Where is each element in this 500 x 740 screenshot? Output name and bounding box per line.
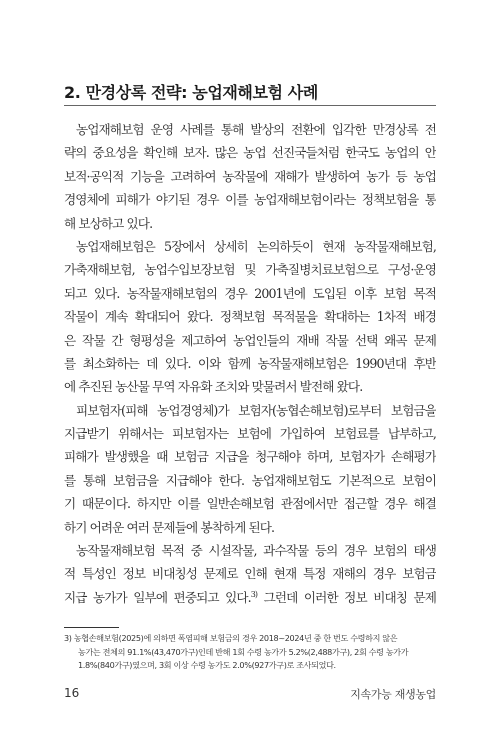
paragraph-3 — [64, 399, 436, 539]
footnote-line: 3) 농협손해보험(2025)에 의하면 폭염피해 보험금의 경우 2018~2024년 중 한 번도 수령하지 않은 — [64, 633, 398, 643]
footnote — [64, 632, 438, 673]
text-line: 적 특성인 정보 비대칭성 문제로 인해 현재 특정 재해의 경우 보험금 — [64, 566, 436, 582]
text-line: 경영체에 피해가 야기된 경우 이를 농업재해보험이라는 정책보험을 통 — [64, 192, 436, 208]
text-line: 농업재해보험은 5장에서 상세히 논의하듯이 현재 농작물재해보험, — [76, 238, 436, 254]
text-line: 작물이 계속 확대되어 왔다. 정책보험 목적물을 확대하는 1차적 배경 — [64, 309, 436, 325]
text-line: 지급받기 위해서는 피보험자는 보험에 가입하여 보험료를 납부하고, — [64, 426, 436, 442]
text-line: 되고 있다. 농작물재해보험의 경우 2001년에 도입된 이후 보험 목적 — [64, 285, 436, 301]
text-line: 농작물재해보험 목적 중 시설작물, 과수작물 등의 경우 보험의 태생 — [76, 543, 436, 559]
text-line: 피해가 발생했을 때 보험금 지급을 청구해야 하며, 보험자가 손해평가 — [64, 449, 436, 465]
text-line-end: 그런데 이러한 정보 비대칭 문제 — [257, 589, 436, 605]
body-text — [64, 118, 436, 609]
paragraph-4 — [64, 539, 436, 609]
heading-underline — [64, 105, 436, 106]
text-line: 에 추진된 농산물 무역 자유화 조치와 맞물려서 발전해 왔다. — [64, 379, 363, 395]
text-line: 농업재해보험 운영 사례를 통해 발상의 전환에 입각한 만경상록 전 — [76, 122, 436, 137]
text-line — [64, 586, 436, 609]
footnote-line: 1.8%(840가구)였으며, 3회 이상 수령 농가도 2.0%(927가구)로 조사되었다. — [78, 660, 336, 670]
footnote-marker[interactable]: 3) — [250, 589, 258, 599]
text-line: 를 통해 보험금을 지급해야 한다. 농업재해보험도 기본적으로 보험이 — [64, 472, 436, 488]
text-line: 를 최소화하는 데 있다. 이와 함께 농작물재해보험은 1990년대 후반 — [64, 355, 436, 371]
text-line: 기 때문이다. 하지만 이를 일반손해보험 관점에서만 접근할 경우 해결 — [64, 496, 436, 512]
text-line: 보적·공익적 기능을 고려하여 농작물에 재해가 발생하여 농가 등 농업 — [64, 168, 436, 184]
running-title: 지속가능 재생농업 — [350, 688, 436, 701]
text-line: 피보험자(피해 농업경영체)가 보험자(농협손해보험)로부터 보험금을 — [76, 402, 436, 418]
section-heading: 2. 만경상록 전략: 농업재해보험 사례 — [64, 83, 318, 102]
footnote-line: 농가는 전체의 91.1%(43,470가구)인데 반해 1회 수령 농가가 5.2%(2,488가구), 2회 수령 농가가 — [78, 646, 409, 657]
paragraph-2 — [64, 235, 436, 399]
page-number: 16 — [64, 686, 80, 700]
paragraph-1 — [64, 118, 436, 235]
text-line-start: 지급 농가가 일부에 편중되고 있다. — [64, 589, 251, 605]
text-line: 략의 중요성을 확인해 보자. 많은 농업 선진국들처럼 한국도 농업의 안 — [64, 145, 436, 161]
text-line: 가축재해보험, 농업수입보장보험 및 가축질병치료보험으로 구성·운영 — [64, 262, 436, 278]
text-line: 해 보상하고 있다. — [64, 215, 153, 231]
text-line: 은 작물 간 형평성을 제고하여 농업인들의 재배 작물 선택 왜곡 문제 — [64, 332, 436, 348]
footnote-separator — [64, 627, 119, 628]
text-line: 하기 어려운 여러 문제들에 봉착하게 된다. — [64, 519, 275, 535]
